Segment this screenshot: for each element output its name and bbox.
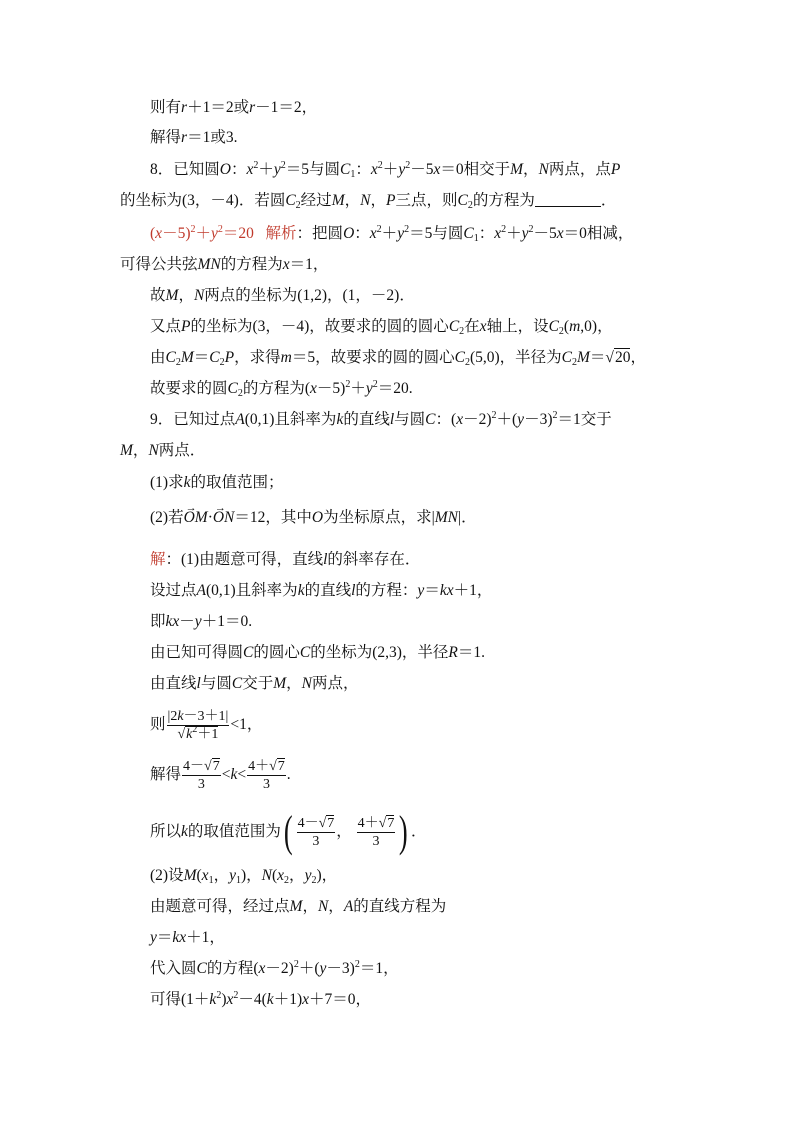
answer-blank <box>535 192 601 207</box>
problem-8-answer-line: $(x-5)^2+y^2=20$ 解析：把圆O：$x^2+y^2=5$与圆$C_1$：$x^2+y^2-5x=0$相减， <box>150 224 634 244</box>
problem-8-line-1: 8．已知圆O：$x^2+y^2=5$与圆$C_1$：$x^2+y^2-5x=0$相交于M，N两点，点P <box>150 160 621 180</box>
distance-fraction: $\frac{|2k-3+1|}{√k^2+1}$ <box>167 708 229 742</box>
text-line: 由$C_2M=C_2P$，求得m＝5，故要求的圆的圆心$C_2(5,0)$，半径为$C_2M=√20$， <box>150 349 646 368</box>
lower-bound-fraction: $\frac{4-√7}{3}$ <box>183 758 220 792</box>
text-line: y＝kx＋1， <box>150 929 225 946</box>
solution-line: 解：(1)由题意可得，直线l的斜率存在． <box>150 551 421 568</box>
text-line: 代入圆C的方程$(x-2)^2+(y-3)^2=1$， <box>150 959 399 977</box>
text-line: (2)设$M(x_1$，$y_1$)，$N(x_2$，$y_2$)， <box>150 867 338 886</box>
text-line: 设过点A(0,1)且斜率为k的直线l的方程：y＝kx＋1， <box>150 582 493 599</box>
problem-9-line-2: M，N两点． <box>120 442 206 459</box>
text-line: 解得r＝1或3. <box>150 129 238 146</box>
text-line: 由题意可得，经过点M，N，A的直线方程为 <box>150 898 447 915</box>
problem-9-line-1: 9．已知过点A(0,1)且斜率为k的直线l与圆C：$(x-2)^2+(y-3)^2=1$交于 <box>150 410 612 428</box>
answer-8: $(x-5)^2+y^2=20$ <box>150 224 254 242</box>
text-line: 可得$(1+k^2)x^2-4(k+1)x+7=0$， <box>150 990 372 1008</box>
text-line: 可得公共弦MN的方程为x＝1， <box>120 256 329 273</box>
problem-9-part-2: (2)若→ OM·→ ON＝12，其中O为坐标原点，求|MN|． <box>150 508 477 528</box>
solution-label: 解 <box>150 551 166 568</box>
text-line: 则有r＋1＝2或r－1＝2， <box>150 99 318 116</box>
text-line: 由已知可得圆C的圆心C的坐标为(2,3)，半径R＝1. <box>150 644 486 661</box>
solve-line: 解得 $\frac{4-√7}{3}$ <k< $\frac{4+√7}{3}$ . <box>150 758 291 792</box>
problem-9-part-1: (1)求k的取值范围； <box>150 474 284 491</box>
problem-8-line-2: 的坐标为(3，－4)．若圆$C_2$经过M，N，P三点，则$C_2$的方程为 ． <box>120 192 617 211</box>
range-line: 所以k的取值范围为( $\frac{4-√7}{3}$ ， $\frac{4+√7}{3}$ ) ． <box>150 807 427 857</box>
upper-bound-fraction: $\frac{4+√7}{3}$ <box>248 758 285 792</box>
analysis-label: 解析 <box>265 225 297 242</box>
text-line: 即kx－y＋1＝0. <box>150 613 253 630</box>
text-line: 故M，N两点的坐标为(1,2)，(1，－2)． <box>150 287 415 304</box>
text-line: 又点P的坐标为(3，－4)，故要求的圆的圆心$C_2$在x轴上，设$C_2(m,0)$， <box>150 318 613 337</box>
inequality-line: 则 $\frac{|2k-3+1|}{√k^2+1}$ <1， <box>150 708 263 742</box>
text-line: 由直线l与圆C交于M，N两点， <box>150 675 359 692</box>
text-line: 故要求的圆$C_2$的方程为$(x-5)^2+y^2=20$. <box>150 379 413 399</box>
